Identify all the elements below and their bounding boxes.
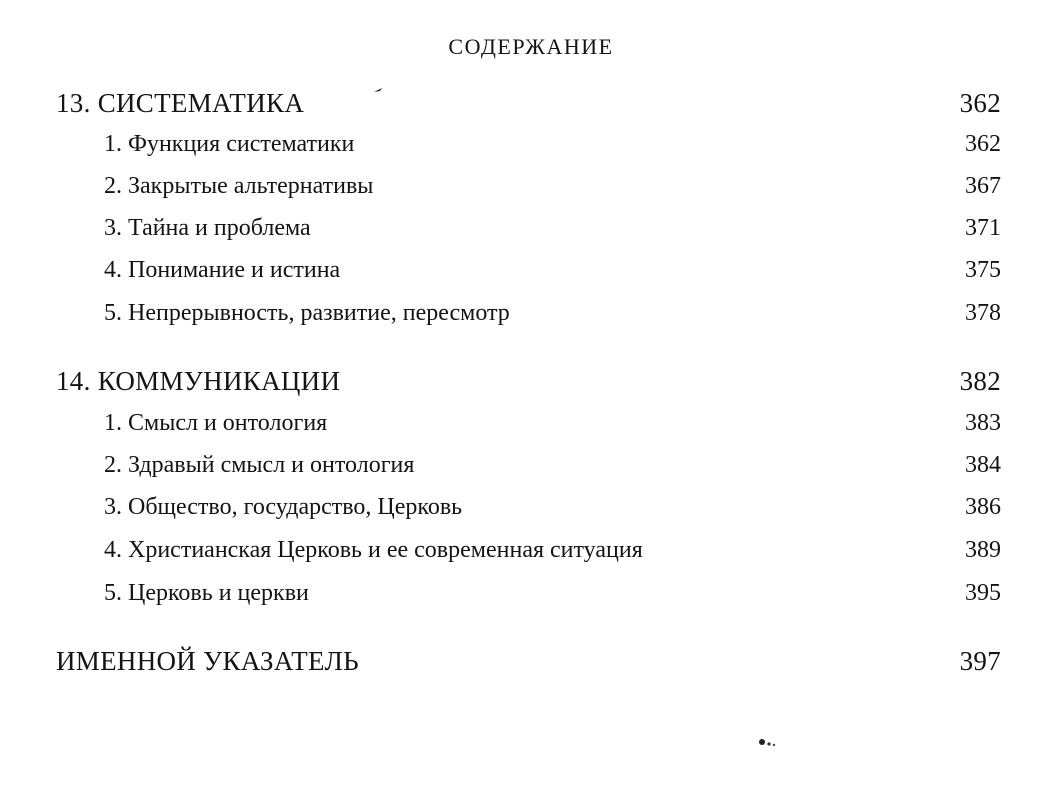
ink-speck	[372, 86, 386, 96]
toc-index-label: ИМЕННОЙ УКАЗАТЕЛЬ	[56, 646, 359, 676]
toc-page-number: 383	[965, 410, 1001, 436]
toc-chapter-13[interactable]	[56, 88, 1001, 122]
toc-section-label: 3. Тайна и проблема	[104, 215, 311, 241]
toc-name-index[interactable]	[56, 646, 1001, 680]
toc-section-label: 4. Понимание и истина	[104, 257, 341, 283]
toc-page-number: 395	[965, 580, 1001, 606]
toc-page-number: 397	[959, 646, 1001, 676]
toc-section[interactable]	[56, 257, 1001, 291]
toc-page-number: 382	[959, 366, 1001, 396]
ink-speck	[757, 736, 779, 750]
toc-section-label: 1. Смысл и онтология	[104, 410, 328, 436]
toc-section-label: 5. Церковь и церкви	[104, 580, 309, 606]
toc-section-label: 1. Функция систематики	[104, 131, 355, 157]
toc-page-number: 386	[965, 494, 1001, 520]
toc-section[interactable]	[56, 537, 1001, 571]
toc-page-number: 384	[965, 452, 1001, 478]
toc-section[interactable]	[56, 410, 1001, 444]
toc-chapter-14[interactable]	[56, 366, 1001, 400]
toc-section[interactable]	[56, 215, 1001, 249]
toc-section[interactable]	[56, 131, 1001, 165]
toc-section[interactable]	[56, 173, 1001, 207]
toc-section[interactable]	[56, 452, 1001, 486]
toc-page-number: 389	[965, 537, 1001, 563]
toc-page-number: 371	[965, 215, 1001, 241]
page-title: СОДЕРЖАНИЕ	[448, 34, 614, 59]
toc-section[interactable]	[56, 580, 1001, 614]
toc-chapter-label: 14. КОММУНИКАЦИИ	[56, 366, 341, 396]
toc-page-number: 378	[965, 300, 1001, 326]
toc-section[interactable]	[56, 300, 1001, 334]
toc-page-number: 367	[965, 173, 1001, 199]
toc-page-number: 362	[965, 131, 1001, 157]
toc-section[interactable]	[56, 494, 1001, 528]
toc-section-label: 2. Закрытые альтернативы	[104, 173, 374, 199]
toc-section-label: 4. Христианская Церковь и ее современная ситуация	[104, 537, 643, 563]
toc-chapter-label: 13. СИСТЕМАТИКА	[56, 88, 305, 118]
toc-page-number: 375	[965, 257, 1001, 283]
toc-section-label: 5. Непрерывность, развитие, пересмотр	[104, 300, 510, 326]
toc-page-number: 362	[959, 88, 1001, 118]
toc-section-label: 2. Здравый смысл и онтология	[104, 452, 415, 478]
toc-section-label: 3. Общество, государство, Церковь	[104, 494, 463, 520]
